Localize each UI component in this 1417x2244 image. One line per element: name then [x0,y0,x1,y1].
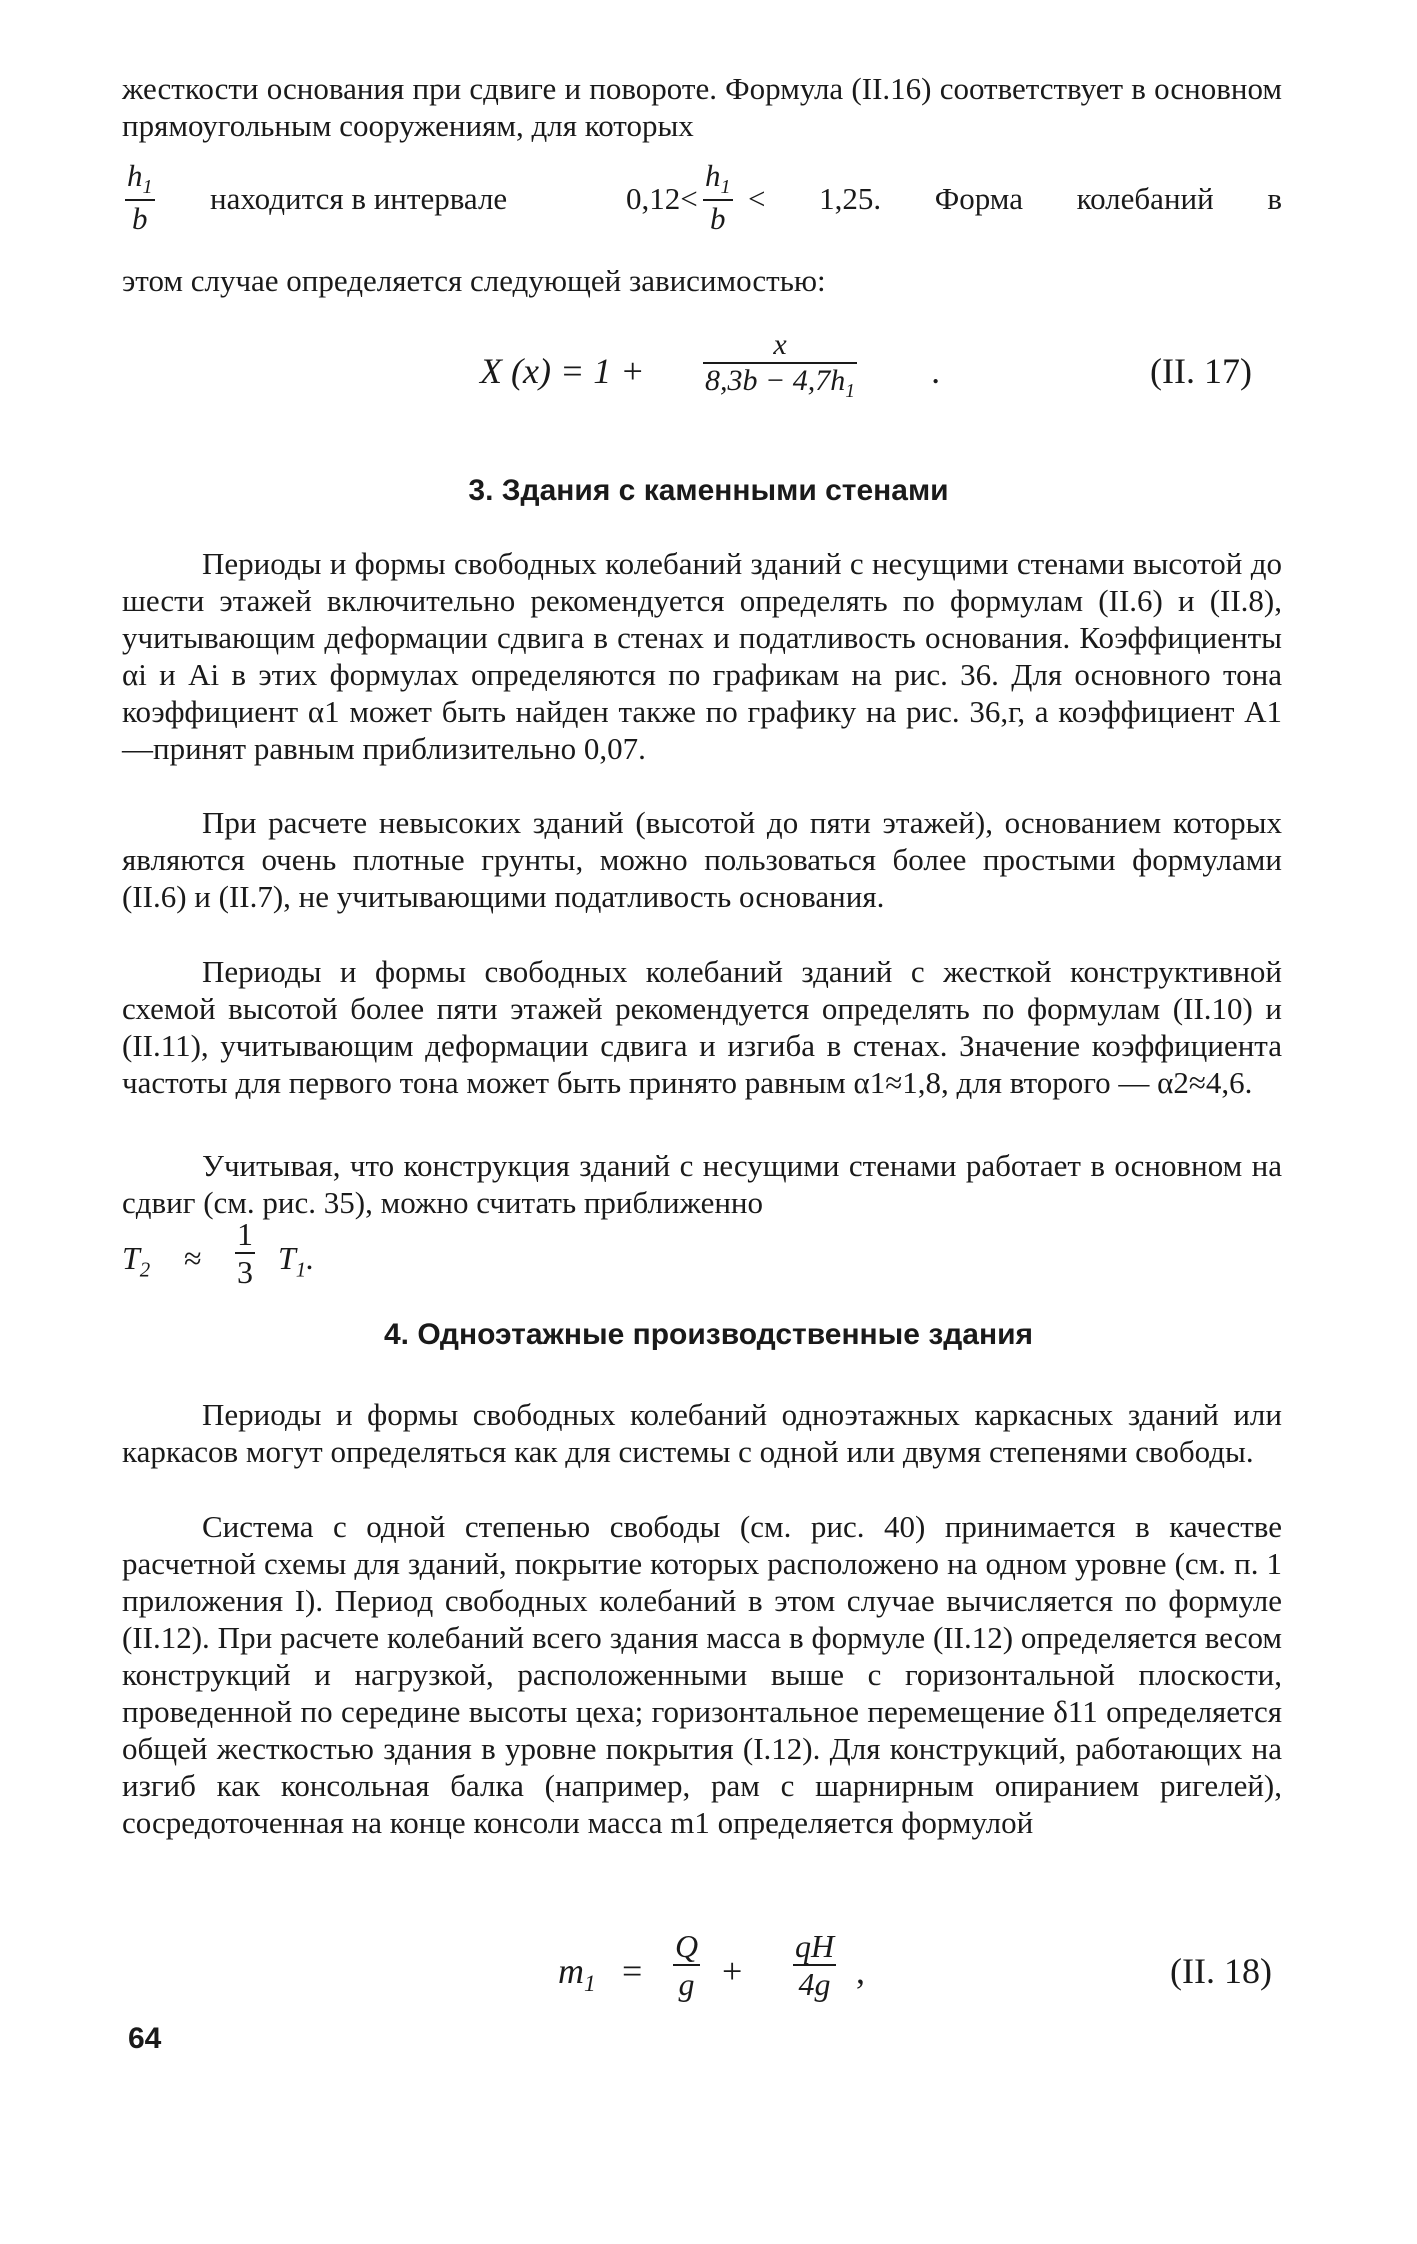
section-4-paragraph-1: Периоды и формы свободных колебаний одноэтажных каркасных зданий или каркасов могут определяться как для системы с одной или двумя степенями свободы. [122,1397,1282,1469]
intro-last-line: этом случае определяется следующей зависимостью: [122,263,826,298]
intro-ratio-line [122,160,1282,240]
section-3-paragraph-4: Учитывая, что конструкция зданий с несущими стенами работает в основном на сдвиг (см. рис. 35), можно считать приближенно [122,1148,1282,1220]
fraction-qH-4g: $\frac{qH}{4g}$ [795,1928,835,2002]
formula-18-label: (II. 18) [1170,1951,1272,1991]
range-left: 0,12< [626,181,698,216]
formula-t2-approx: $T_2$ ≈ $\frac{1}{3}$ $T_1$. [122,1216,315,1290]
section-3-paragraph-2: При расчете невысоких зданий (высотой до пяти этажей), основанием которых являются очень плотные грунты, можно пользоваться более простыми формулами (II.6) и (II.7), не учитывающими податливость основания. [122,805,1282,914]
formula-II-17: X (x) = 1 + $\frac{x}{8,3b - 4,7h_1}$ . (II. 17) [480,328,1252,402]
section-3-heading: 3. Здания с каменными стенами [468,474,949,507]
formula-II-18: $m_1$ = $\frac{Q}{g}$ + $\frac{qH}{4g}$ , (II. 18) [558,1928,1272,2002]
formula-17-fraction: $\frac{x}{8,3b - 4,7h_1}$ [705,328,855,402]
fraction-Q-g: $\frac{Q}{g}$ [675,1928,699,2002]
section-4-paragraph-2: Система с одной степенью свободы (см. рис. 40) принимается в качестве расчетной схемы для зданий, покрытие которых расположено на одном уровне (см. п. 1 приложения I). Период свободных колебаний в этом случае вычисляется по формуле (II.12). При расчете колебаний всего здания масса в формуле (II.12) определяется весом конструкций и нагрузкой, расположенными выше с горизонтальной плоскости, проведенной по середине высоты цеха; горизонтальное перемещение δ11 определяется общей жесткостью здания в уровне покрытия (I.12). Для конструкций, работающих на изгиб как консольная балка (например, рам с шарнирным опиранием ригелей), сосредоточенная на конце консоли масса m1 определяется формулой [122,1509,1282,1840]
page-number: 64 [128,2022,162,2055]
ratio-h1-b: $\frac{h_1}{b}$ [127,158,153,237]
intro-mid-text: находится в интервале [210,181,508,216]
section-3-paragraph-1: Периоды и формы свободных колебаний зданий с несущими стенами высотой до шести этажей включительно рекомендуется определять по формулам (II.6) и (II.8), учитывающим деформации сдвига в стенах и податливость основания. Коэффициенты αi и Ai в этих формулах определяются по графикам на рис. 36. Для основного тона коэффициент α1 может быть найден также по графику на рис. 36,г, а коэффициент A1—принят равным приблизительно 0,07. [122,546,1282,766]
range-right: < 1,25. Форма колебаний в [748,181,1282,216]
intro-paragraph: жесткости основания при сдвиге и повороте. Формула (II.16) соответствует в основном прямоугольным сооружениям, для которых [122,71,1282,143]
formula-17-label: (II. 17) [1150,351,1252,391]
ratio-h1-b-2: $\frac{h_1}{b}$ [705,158,731,237]
formula-18-lhs: $m_1$ [558,1951,596,1998]
fraction-one-third: $\frac{1}{3}$ [237,1216,253,1290]
section-3-paragraph-3: Периоды и формы свободных колебаний зданий с жесткой конструктивной схемой высотой более пяти этажей рекомендуется определять по формулам (II.10) и (II.11), учитывающим деформации сдвига и изгиба в стенах. Значение коэффициента частоты для первого тона может быть принято равным α1≈1,8, для второго — α2≈4,6. [122,954,1282,1100]
section-4-heading: 4. Одноэтажные производственные здания [383,1318,1034,1351]
formula-17-lhs: X (x) = 1 + [480,351,645,391]
